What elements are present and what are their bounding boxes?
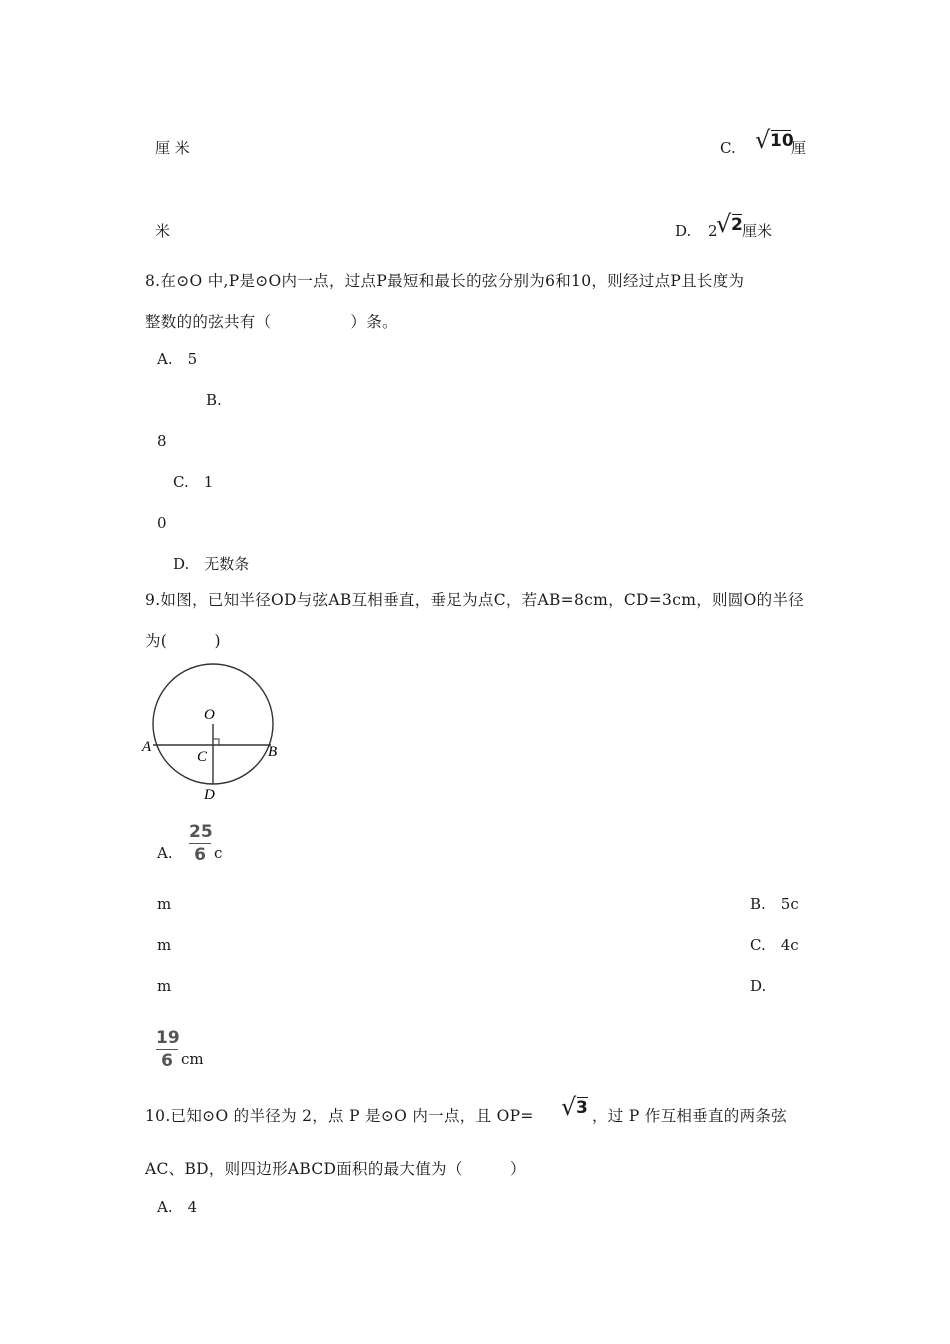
fraction-bar (189, 843, 211, 844)
q8-option-a: A. 5 (157, 350, 198, 368)
q8-option-b-wrap: 8 (157, 432, 167, 450)
q8-option-c-wrap: 0 (157, 514, 167, 532)
label-a: A (142, 739, 152, 755)
fraction-denominator: 6 (194, 845, 206, 865)
circle-figure (138, 660, 288, 810)
q7-option-b-unit: 厘 米 (155, 139, 190, 157)
label-c: C (197, 749, 208, 765)
q9-option-a-unit-wrap: m (157, 895, 172, 913)
q9-option-b-wrap: m (157, 936, 172, 954)
q7-option-d-radicand: 2 (731, 215, 743, 235)
q10-stem-line1-post: ，过 P 作互相垂直的两条弦 (592, 1107, 787, 1125)
q9-option-d-fraction (156, 1028, 178, 1071)
q8-option-c: C. 1 (173, 473, 214, 491)
q7-option-d-coef: 2 (708, 222, 718, 240)
q8-stem-line2: 整数的的弦共有（ ）条。 (145, 313, 398, 331)
q7-option-c-label: C. (720, 139, 736, 157)
q9-option-d-unit: cm (181, 1050, 204, 1068)
q9-option-b: B. 5c (750, 895, 799, 913)
q10-option-a: A. 4 (157, 1198, 198, 1216)
q8-option-b: B. (206, 391, 222, 409)
sqrt-icon: √ (561, 1093, 577, 1121)
q7-option-b-unit-wrap: 米 (155, 222, 171, 240)
q10-stem-line2: AC、BD，则四边形ABCD面积的最大值为（ ） (145, 1160, 526, 1178)
q9-option-a-fraction (189, 822, 211, 865)
q9-stem-line2: 为( ) (145, 632, 221, 650)
label-d: D (204, 787, 215, 803)
fraction-bar (156, 1049, 178, 1050)
label-o: O (204, 707, 215, 723)
q7-option-c-radicand: 10 (770, 131, 794, 151)
fraction-numerator: 25 (189, 822, 213, 842)
q8-option-d: D. 无数条 (173, 555, 250, 573)
label-b: B (268, 744, 278, 760)
q7-option-d-unit: 厘米 (742, 222, 773, 240)
q9-stem-line1: 9.如图，已知半径OD与弦AB互相垂直，垂足为点C，若AB=8cm，CD=3cm，则圆O的半径 (145, 591, 805, 609)
fraction-numerator: 19 (156, 1028, 180, 1048)
q9-option-d: D. (750, 977, 767, 995)
q9-option-a-label: A. (157, 844, 173, 862)
q7-option-d-label: D. (675, 222, 692, 240)
fraction-denominator: 6 (161, 1051, 173, 1071)
q10-stem-line1-pre: 10.已知⊙O 的半径为 2，点 P 是⊙O 内一点，且 OP= (145, 1107, 534, 1125)
q9-option-c: C. 4c (750, 936, 799, 954)
sqrt-icon: √ (755, 126, 771, 154)
q9-option-c-wrap: m (157, 977, 172, 995)
q8-stem-line1: 8.在⊙O 中,P是⊙O内一点，过点P最短和最长的弦分别为6和10，则经过点P且长度为 (145, 272, 745, 290)
q9-option-a-unit: c (214, 844, 223, 862)
q10-radicand: 3 (576, 1098, 588, 1118)
right-angle-mark (213, 739, 219, 745)
q7-option-c-unit: 厘 (791, 139, 807, 157)
sqrt-icon: √ (716, 210, 732, 238)
